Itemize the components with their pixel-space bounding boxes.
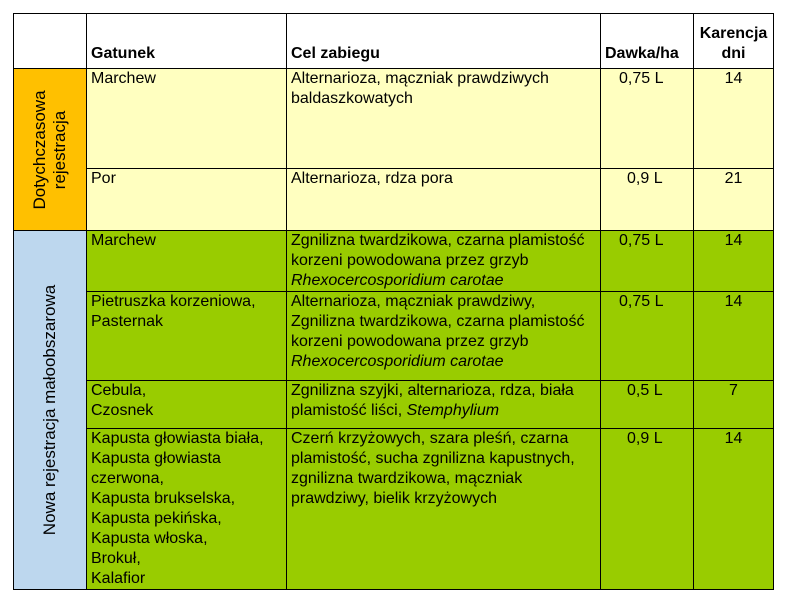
species-cell: Por	[87, 169, 287, 231]
days-cell: 14	[694, 231, 774, 292]
purpose-cell: Czerń krzyżowych, szara pleśń, czarna plamistość, sucha zgnilizna kapustnych, zgnilizna twardzikowa, mączniak prawdziwy, bielik krzyżowych	[287, 429, 601, 590]
table-row	[14, 69, 774, 169]
purpose-cell: Zgnilizna twardzikowa, czarna plamistość korzeni powodowana przez grzyb Rhexocercosporidium carotae	[287, 231, 601, 292]
header-dose: Dawka/ha	[601, 14, 694, 69]
species-cell: Marchew	[87, 69, 287, 169]
dose-cell: 0,75 L	[601, 292, 694, 381]
species-cell: Kapusta głowiasta biała, Kapusta głowiasta czerwona, Kapusta brukselska, Kapusta pekińska, Kapusta włoska, Brokuł, Kalafior	[87, 429, 287, 590]
dose-cell: 0,75 L	[601, 69, 694, 169]
header-row	[14, 14, 774, 69]
purpose-cell: Alternarioza, mączniak prawdziwych baldaszkowatych	[287, 69, 601, 169]
purpose-cell: Alternarioza, mączniak prawdziwy, Zgnilizna twardzikowa, czarna plamistość korzeni powodowana przez grzyb Rhexocercosporidium carotae	[287, 292, 601, 381]
days-cell: 14	[694, 69, 774, 169]
dose-cell: 0,5 L	[601, 381, 694, 429]
table-row	[14, 231, 774, 292]
header-waiting-line2: dni	[721, 45, 746, 62]
header-waiting-period	[694, 14, 774, 69]
days-cell: 14	[694, 429, 774, 590]
registration-table	[13, 13, 774, 590]
species-cell: Marchew	[87, 231, 287, 292]
dose-cell: 0,75 L	[601, 231, 694, 292]
group-previous-registration	[14, 69, 87, 231]
days-cell: 7	[694, 381, 774, 429]
group-new-registration	[14, 231, 87, 590]
dose-cell: 0,9 L	[601, 429, 694, 590]
table-row	[14, 429, 774, 590]
species-cell: Pietruszka korzeniowa, Pasternak	[87, 292, 287, 381]
header-purpose: Cel zabiegu	[287, 14, 601, 69]
group-label-previous: Dotychczasowa rejestracja	[30, 89, 69, 210]
days-cell: 21	[694, 169, 774, 231]
purpose-cell: Alternarioza, rdza pora	[287, 169, 601, 231]
header-group	[14, 14, 87, 69]
days-cell: 14	[694, 292, 774, 381]
header-waiting-line1: Karencja	[699, 25, 768, 42]
dose-cell: 0,9 L	[601, 169, 694, 231]
table-row	[14, 169, 774, 231]
header-species: Gatunek	[87, 14, 287, 69]
table-row	[14, 381, 774, 429]
table-row	[14, 292, 774, 381]
species-cell: Cebula, Czosnek	[87, 381, 287, 429]
purpose-cell: Zgnilizna szyjki, alternarioza, rdza, biała plamistość liści, Stemphylium	[287, 381, 601, 429]
group-label-new: Nowa rejestracja małoobszarowa	[40, 284, 59, 536]
